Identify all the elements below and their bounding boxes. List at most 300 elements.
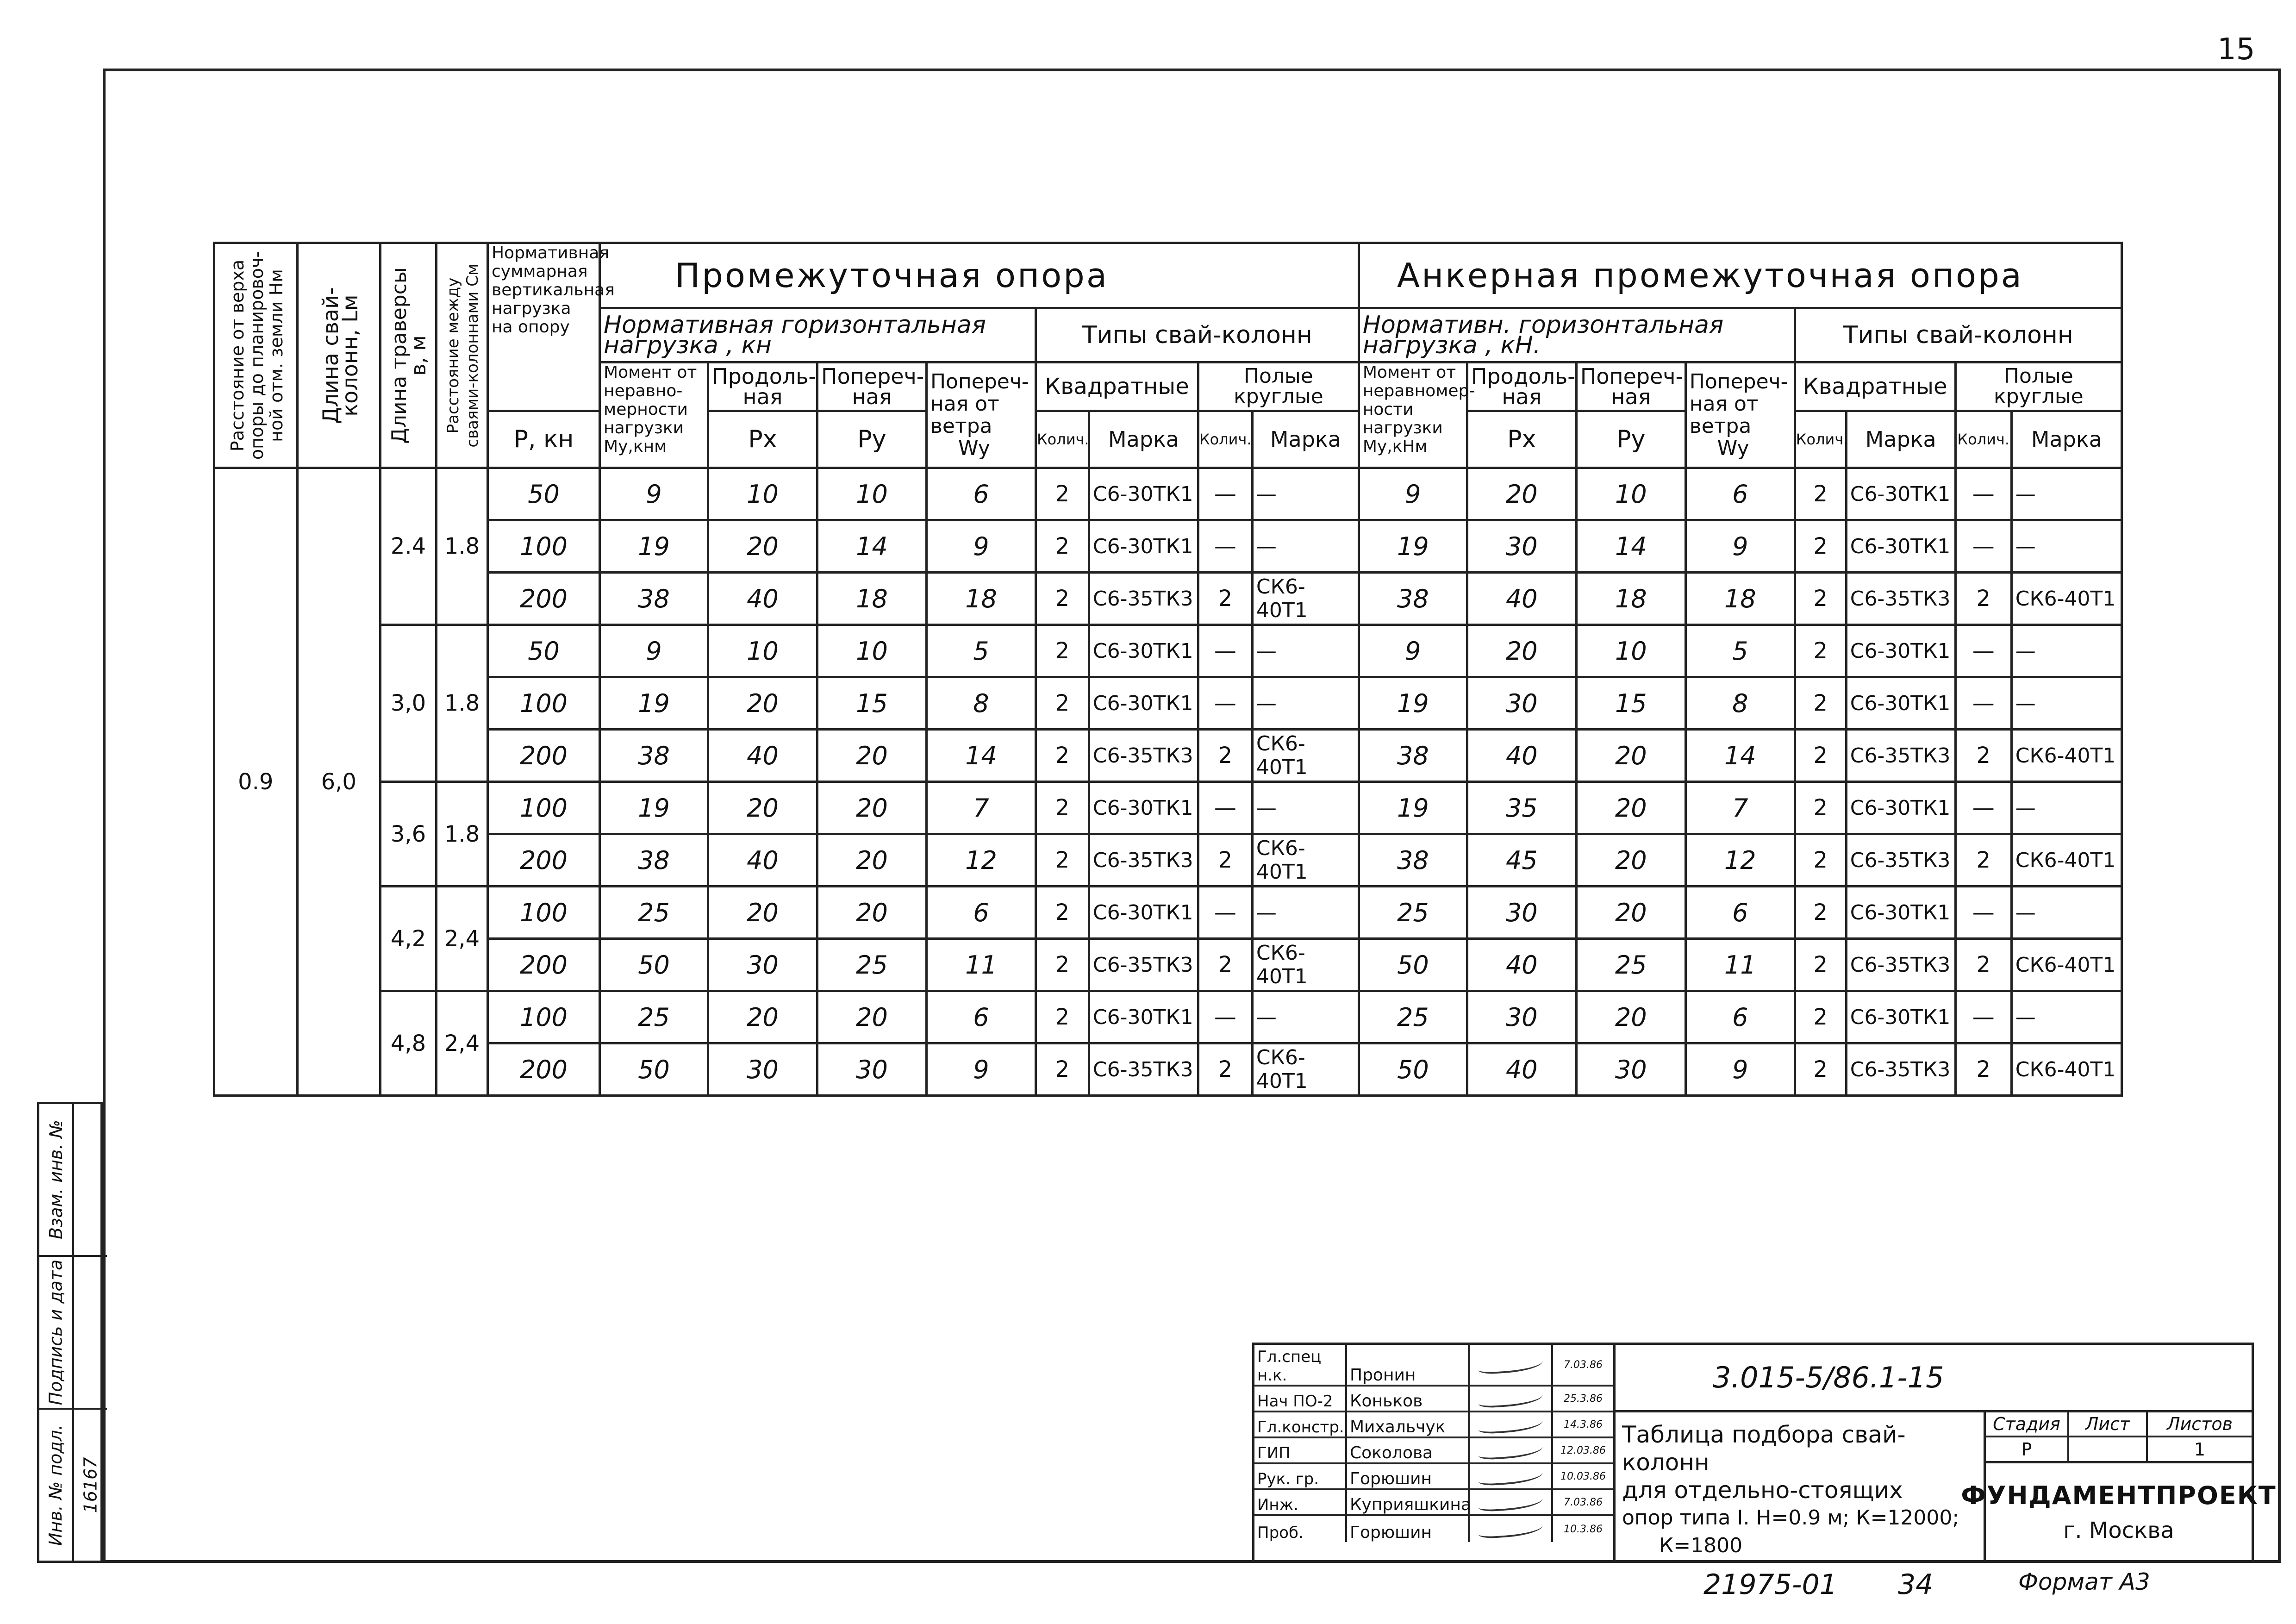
table-cell: 25 [817,939,926,991]
table-cell: СК6-40Т1 [1252,573,1359,625]
signature-scribble [1470,1516,1553,1542]
table-cell: 30 [1467,677,1576,730]
table-cell: С6-30ТК1 [1846,468,1955,520]
table-cell: 30 [1467,887,1576,939]
table-cell: 9 [926,1043,1036,1096]
table-cell: 40 [1467,730,1576,782]
table-cell: 38 [1359,834,1467,887]
table-cell: 18 [1685,573,1795,625]
horiz-load-1: Нормативная горизонтальная нагрузка , кн [600,308,1036,362]
signature-scribble [1470,1438,1553,1462]
footer-number: 21975-01 [1703,1568,1837,1601]
types-1: Типы свай-колонн [1036,308,1359,362]
round-1: Полые круглые [1198,362,1359,411]
table-cell: 30 [1467,520,1576,573]
table-cell: 9 [1685,520,1795,573]
podpis-label: Подпись и дата [39,1257,72,1410]
table-cell: 6 [926,991,1036,1043]
table-cell: 20 [817,991,926,1043]
table-cell: СК6-40Т1 [1252,1043,1359,1096]
doc-title [1616,1412,1986,1561]
table-row [214,1043,2122,1096]
table-cell: — [1252,468,1359,520]
signatures [1254,1345,1616,1561]
table-cell: 19 [1359,520,1467,573]
table-cell: СК6-40Т1 [2011,573,2121,625]
table-cell: С6-35ТК3 [1846,939,1955,991]
table-cell: 6 [926,468,1036,520]
table-cell: 10 [708,468,817,520]
table-cell: С6-30ТК1 [1846,625,1955,677]
table-cell: С6-35ТК3 [1089,573,1198,625]
table-cell: 50 [487,468,599,520]
table-cell: — [1198,782,1252,834]
table-cell: — [1955,625,2011,677]
table-cell: 2 [1036,520,1089,573]
signer-row [1254,1464,1613,1490]
footer-page: 34 [1898,1568,1934,1601]
footer-format: Формат А3 [2018,1568,2150,1595]
table-row [214,520,2122,573]
table-cell: 25 [1359,991,1467,1043]
table-cell: — [1252,520,1359,573]
table-cell: 25 [600,887,708,939]
mark-2a: Марка [1846,411,1955,468]
table-row [214,573,2122,625]
title-line-3: опор типа I. Н=0.9 м; К=12000; [1622,1506,1959,1530]
table-cell: 50 [600,939,708,991]
signature-mark [1478,1519,1543,1539]
round-2: Полые круглые [1955,362,2121,411]
table-cell: 20 [708,677,817,730]
qty-1a: Колич. [1036,411,1089,468]
table-row [214,991,2122,1043]
wind-1: Попереч-ная от ветра Wy [926,362,1036,468]
signature-mark [1478,1388,1543,1409]
sheet-col [2069,1412,2148,1461]
table-cell: — [2011,625,2121,677]
table-cell: 20 [1576,782,1685,834]
header-length: Длина свай-колонн, Lм [297,243,381,468]
signature-mark [1478,1492,1543,1512]
table-cell: С6-35ТК3 [1089,1043,1198,1096]
stage-label: Стадия [1986,1412,2067,1437]
traverse-cell: 4,2 [381,887,437,991]
table-cell: — [1198,468,1252,520]
org-city: г. Москва [2063,1517,2174,1543]
table-cell: 38 [600,834,708,887]
table-cell: 6 [1685,991,1795,1043]
table-cell: С6-30ТК1 [1846,520,1955,573]
table-cell: 10 [1576,625,1685,677]
signer-date: 25.3.86 [1564,1393,1603,1405]
table-cell: — [2011,468,2121,520]
header-norm-load: Нормативная суммарная вертикальная нагрузка на опору [487,243,599,411]
signer-name: Пронин [1347,1345,1470,1385]
table-cell: 40 [1467,1043,1576,1096]
between-cell: 1.8 [437,625,488,782]
table-cell: — [1252,625,1359,677]
table-cell: 2 [1795,939,1846,991]
table-cell: — [2011,677,2121,730]
table-cell: С6-30ТК1 [1089,677,1198,730]
between-cell: 1.8 [437,468,488,625]
table-cell: 2 [1036,677,1089,730]
signer-role: Проб. [1254,1516,1347,1542]
table-cell: СК6-40Т1 [2011,1043,2121,1096]
prod-1: Продоль-ная [708,362,817,411]
table-cell: 38 [1359,730,1467,782]
mark-1b: Марка [1252,411,1359,468]
table-row [214,782,2122,834]
table-cell: СК6-40Т1 [1252,834,1359,887]
table-cell: 14 [1685,730,1795,782]
mark-2b: Марка [2011,411,2121,468]
table-cell: — [1198,887,1252,939]
table-cell: 10 [817,468,926,520]
table-cell: 30 [708,1043,817,1096]
table-cell: 35 [1467,782,1576,834]
table-cell: 50 [600,1043,708,1096]
table-cell: 2 [1198,834,1252,887]
table-cell: СК6-40Т1 [2011,730,2121,782]
sheet-value [2069,1437,2146,1461]
table-cell: 9 [1359,625,1467,677]
table-cell: 2 [1955,573,2011,625]
table-cell: 11 [926,939,1036,991]
table-cell: 2 [1795,468,1846,520]
sheets-value: 1 [2194,1439,2206,1460]
vzam-label: Взам. инв. № [39,1104,72,1257]
table-row [214,939,2122,991]
wind-2: Попереч-ная от ветра Wy [1685,362,1795,468]
table-cell: 8 [1685,677,1795,730]
header-p: Р, кн [487,411,599,468]
signature-mark [1478,1440,1543,1461]
table-cell: 19 [600,520,708,573]
table-cell: 9 [600,468,708,520]
table-cell: 50 [487,625,599,677]
table-cell: 30 [1467,991,1576,1043]
table-cell: 2 [1198,730,1252,782]
table-cell: 2 [1795,991,1846,1043]
signer-name: Михальчук [1347,1412,1470,1437]
table-cell: С6-30ТК1 [1089,991,1198,1043]
table-cell: 100 [487,520,599,573]
table-cell: С6-30ТК1 [1846,677,1955,730]
table-cell: 38 [600,730,708,782]
table-cell: 40 [708,730,817,782]
table-cell: 9 [1359,468,1467,520]
table-cell: 7 [1685,782,1795,834]
pop-1: Попереч-ная [817,362,926,411]
table-cell: 19 [600,782,708,834]
table-cell: 6 [926,887,1036,939]
table-cell: 30 [817,1043,926,1096]
signature-scribble [1470,1345,1553,1385]
traverse-cell: 3,6 [381,782,437,887]
table-cell: 45 [1467,834,1576,887]
table-cell: — [1955,468,2011,520]
table-cell: 20 [1467,625,1576,677]
table-cell: 20 [1467,468,1576,520]
table-cell: 25 [1576,939,1685,991]
table-cell: 2 [1036,991,1089,1043]
table-cell: 200 [487,939,599,991]
signer-row [1254,1438,1613,1464]
table-cell: 38 [1359,573,1467,625]
table-cell: 2 [1795,782,1846,834]
organization [1961,1463,2277,1561]
between-cell: 1.8 [437,782,488,887]
stage-col [1986,1412,2069,1461]
table-cell: 15 [817,677,926,730]
py-1: Ру [817,411,926,468]
page-number: 15 [2217,32,2255,67]
table-cell: 14 [817,520,926,573]
signature-scribble [1470,1412,1553,1437]
table-cell: С6-30ТК1 [1089,782,1198,834]
table-cell: — [2011,887,2121,939]
square-2: Квадратные [1795,362,1955,411]
stage-box [1986,1412,2252,1463]
table-cell: 20 [817,782,926,834]
table-row [214,887,2122,939]
table-cell: 9 [1685,1043,1795,1096]
traverse-cell: 2.4 [381,468,437,625]
table-cell: 2 [1955,730,2011,782]
table-cell: 30 [708,939,817,991]
sheets-col [2148,1412,2252,1461]
table-cell: 20 [708,991,817,1043]
table-cell: 2 [1795,1043,1846,1096]
table-cell: 19 [1359,782,1467,834]
pop-2: Попереч-ная [1576,362,1685,411]
signer-role: ГИП [1254,1438,1347,1462]
signer-row [1254,1490,1613,1516]
table-cell: 100 [487,887,599,939]
table-cell: 2 [1955,1043,2011,1096]
distance-cell: 0.9 [214,468,298,1096]
table-cell: 18 [817,573,926,625]
table-cell: — [1252,887,1359,939]
table-cell: 200 [487,730,599,782]
traverse-cell: 4,8 [381,991,437,1096]
selection-table [213,242,2123,1097]
table-cell: 2 [1795,834,1846,887]
table-cell: 2 [1198,939,1252,991]
moment-2: Момент от неравномер-ности нагрузки Му,кНм [1359,362,1467,468]
table-cell: С6-35ТК3 [1089,730,1198,782]
table-cell: 2 [1036,625,1089,677]
header-between: Расстояние между сваями-колоннами См [437,243,488,468]
table-cell: 5 [926,625,1036,677]
length-cell: 6,0 [297,468,381,1096]
traverse-cell: 3,0 [381,625,437,782]
table-cell: — [1955,991,2011,1043]
table-cell: 10 [708,625,817,677]
table-cell: 18 [926,573,1036,625]
table-cell: 30 [1576,1043,1685,1096]
table-cell: 40 [1467,573,1576,625]
table-cell: С6-35ТК3 [1846,834,1955,887]
table-cell: — [1252,782,1359,834]
table-cell: 2 [1795,625,1846,677]
table-cell: 20 [708,520,817,573]
table-cell: 8 [926,677,1036,730]
table-cell: СК6-40Т1 [1252,730,1359,782]
signer-name: Коньков [1347,1387,1470,1411]
table-cell: 2 [1795,730,1846,782]
podpis-value [74,1257,107,1410]
table-cell: 2 [1955,834,2011,887]
table-cell: — [1252,991,1359,1043]
table-cell: 19 [600,677,708,730]
signer-row [1254,1516,1613,1542]
signer-row [1254,1412,1613,1438]
signer-role: Гл.спец н.к. [1254,1345,1347,1385]
table-cell: С6-35ТК3 [1846,1043,1955,1096]
py-2: Ру [1576,411,1685,468]
side-stamp [37,1102,103,1563]
table-cell: 7 [926,782,1036,834]
table-cell: 10 [817,625,926,677]
table-cell: 20 [817,887,926,939]
inv-label: Инв. № подл. [45,1424,66,1546]
title-line-4: К=1800 [1659,1534,1743,1557]
table-cell: 20 [708,782,817,834]
table-cell: 2 [1036,782,1089,834]
table-cell: — [2011,520,2121,573]
qty-2a: Колич. [1795,411,1846,468]
qty-1b: Колич. [1198,411,1252,468]
signer-name: Горюшин [1347,1516,1470,1542]
table-cell: — [1198,991,1252,1043]
title-line-1: Таблица подбора свай-колонн [1622,1421,1906,1476]
signer-date: 12.03.86 [1560,1444,1606,1456]
table-cell: 20 [708,887,817,939]
table-cell: С6-30ТК1 [1846,782,1955,834]
title-block [1252,1343,2277,1563]
table-cell: 2 [1036,730,1089,782]
table-cell: — [1252,677,1359,730]
table-cell: 40 [1467,939,1576,991]
table-cell: С6-35ТК3 [1846,730,1955,782]
table-cell: 50 [1359,1043,1467,1096]
table-cell: 20 [1576,834,1685,887]
table-cell: — [1955,677,2011,730]
signer-date: 10.3.86 [1564,1523,1603,1535]
signer-role: Нач ПО-2 [1254,1387,1347,1411]
table-cell: 2 [1198,573,1252,625]
title-line-2: для отдельно-стоящих [1622,1477,1903,1504]
table-cell: 20 [1576,730,1685,782]
table-cell: 20 [817,834,926,887]
table-cell: 12 [926,834,1036,887]
table-cell: — [2011,991,2121,1043]
header-traverse: Длина траверсы в, м [381,243,437,468]
selection-table-body [214,468,2122,1096]
table-cell: С6-30ТК1 [1089,887,1198,939]
table-cell: С6-35ТК3 [1089,834,1198,887]
signature-mark [1478,1355,1543,1375]
table-cell: 10 [1576,468,1685,520]
between-cell: 2,4 [437,991,488,1096]
table-cell: 40 [708,573,817,625]
table-cell: СК6-40Т1 [2011,834,2121,887]
table-cell: 2 [1036,573,1089,625]
inv-value: 16167 [80,1457,101,1513]
table-row [214,730,2122,782]
signature-mark [1478,1466,1543,1487]
table-cell: 25 [600,991,708,1043]
table-cell: — [1198,677,1252,730]
px-2: Рх [1467,411,1576,468]
table-cell: 6 [1685,468,1795,520]
table-cell: С6-35ТК3 [1846,573,1955,625]
table-cell: С6-30ТК1 [1089,625,1198,677]
table-cell: С6-35ТК3 [1089,939,1198,991]
square-1: Квадратные [1036,362,1198,411]
types-2: Типы свай-колонн [1795,308,2121,362]
table-row [214,834,2122,887]
sheet-label: Лист [2069,1412,2146,1437]
table-cell: 5 [1685,625,1795,677]
table-cell: 100 [487,991,599,1043]
table-cell: — [1198,520,1252,573]
table-cell: 100 [487,782,599,834]
table-cell: 18 [1576,573,1685,625]
signer-date: 7.03.86 [1564,1496,1603,1508]
side-stamp-values [72,1104,107,1561]
moment-1: Момент от неравно-мерности нагрузки Му,кнм [600,362,708,468]
signature-scribble [1470,1387,1553,1411]
mark-1a: Марка [1089,411,1198,468]
qty-2b: Колич. [1955,411,2011,468]
table-cell: 50 [1359,939,1467,991]
table-cell: 2 [1036,1043,1089,1096]
signer-date: 14.3.86 [1564,1418,1603,1430]
table-cell: 14 [1576,520,1685,573]
signer-name: Горюшин [1347,1464,1470,1488]
prod-2: Продоль-ная [1467,362,1576,411]
table-cell: 2 [1795,677,1846,730]
between-cell: 2,4 [437,887,488,991]
signer-row [1254,1345,1613,1387]
table-cell: — [1955,887,2011,939]
table-cell: — [1955,520,2011,573]
table-row [214,468,2122,520]
table-cell: 200 [487,573,599,625]
table-cell: 2 [1198,1043,1252,1096]
table-cell: 2 [1036,887,1089,939]
table-cell: — [1955,782,2011,834]
table-cell: 25 [1359,887,1467,939]
sheets-label: Листов [2148,1412,2252,1437]
table-cell: 9 [600,625,708,677]
table-cell: 6 [1685,887,1795,939]
table-cell: С6-30ТК1 [1846,991,1955,1043]
table-cell: 2 [1795,887,1846,939]
table-cell: 14 [926,730,1036,782]
table-cell: СК6-40Т1 [1252,939,1359,991]
signer-role: Инж. [1254,1490,1347,1514]
table-cell: — [2011,782,2121,834]
signature-scribble [1470,1490,1553,1514]
signer-row [1254,1387,1613,1412]
signer-role: Рук. гр. [1254,1464,1347,1488]
table-cell: 200 [487,1043,599,1096]
